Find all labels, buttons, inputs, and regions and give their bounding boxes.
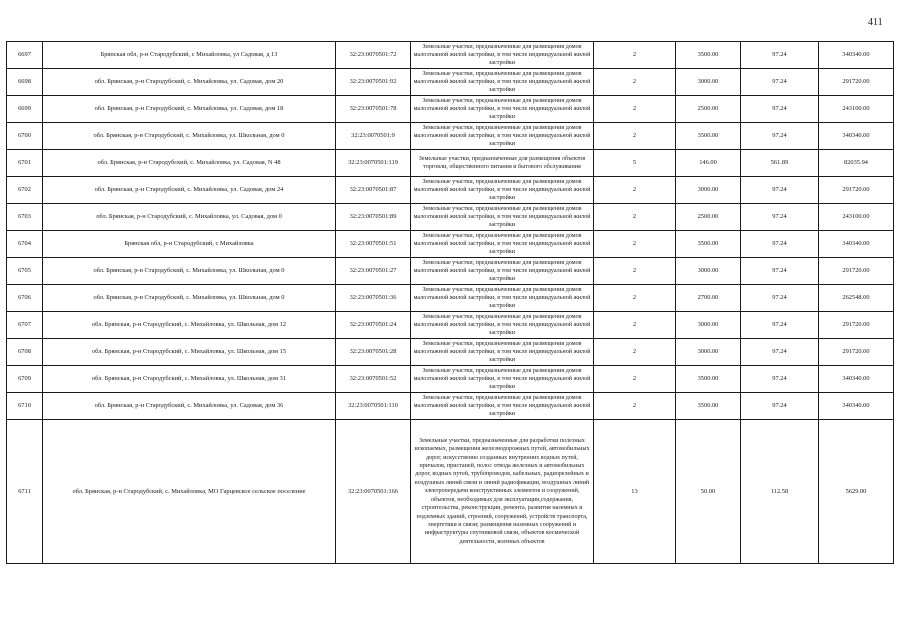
- area-cell: 2700.00: [676, 285, 741, 312]
- cadastral-number-cell: 32:23:0070501:28: [336, 339, 411, 366]
- use-group-cell: 2: [594, 177, 676, 204]
- specific-value-cell: 97.24: [741, 285, 819, 312]
- address-cell: обл. Брянская, р-н Стародубский, с. Михайловка, ул. Школьная, дом 15: [43, 339, 336, 366]
- cadastral-number-cell: 32:23:0070501:36: [336, 285, 411, 312]
- permitted-use-cell: Земельные участки, предназначенные для разработки полезных ископаемых, размещения железнодорожных путей, автомобильных дорог, искусственно созданных внутренних водных путей, причалов, пристаней, полос отвода железных и автомобильных дорог, водных путей, трубопроводов, кабельных, радиорелейных и воздушных линий связи и линий радиофикации, воздушных линий электропередачи конструктивных элементов и сооружений, объектов, необходимых для эксплуатации,содержания, строительства, реконструкции, ремонта, развития наземных и подземных зданий, строений, сооружений, устройств транспорта, энергетики и связи; размещения наземных сооружений и инфраструктуры спутниковой связи, объектов космической деятельности, военных объектов: [411, 420, 594, 564]
- use-group-cell: 2: [594, 285, 676, 312]
- area-cell: 146.00: [676, 150, 741, 177]
- specific-value-cell: 97.24: [741, 123, 819, 150]
- use-group-cell: 2: [594, 339, 676, 366]
- area-cell: 3500.00: [676, 393, 741, 420]
- address-cell: обл. Брянская, р-н Стародубский, с. Михайловка, ул. Садовая, дом 20: [43, 69, 336, 96]
- row-number-cell: 6705: [7, 258, 43, 285]
- permitted-use-cell: Земельные участки, предназначенные для размещения домов малоэтажной жилой застройки, в том числе индивидуальной жилой застройки: [411, 312, 594, 339]
- row-number-cell: 6708: [7, 339, 43, 366]
- address-cell: Брянская обл, р-н Стародубский, с Михайловка, ул Садовая, д 13: [43, 42, 336, 69]
- area-cell: 2500.00: [676, 204, 741, 231]
- area-cell: 3000.00: [676, 258, 741, 285]
- cadastral-valuation-table: [6, 41, 894, 564]
- use-group-cell: 13: [594, 420, 676, 564]
- table-row: [7, 69, 894, 96]
- cadastral-value-cell: 262548.00: [819, 285, 894, 312]
- cadastral-value-cell: 340340.00: [819, 231, 894, 258]
- address-cell: обл. Брянская, р-н Стародубский, с. Михайловка, ул. Школьная, дом 31: [43, 366, 336, 393]
- address-cell: обл. Брянская, р-н Стародубский, с. Михайловка, ул. Школьная, дом 12: [43, 312, 336, 339]
- row-number-cell: 6701: [7, 150, 43, 177]
- cadastral-number-cell: 32:23:0070501:87: [336, 177, 411, 204]
- table-row: [7, 123, 894, 150]
- use-group-cell: 2: [594, 96, 676, 123]
- row-number-cell: 6702: [7, 177, 43, 204]
- cadastral-value-cell: 340340.00: [819, 366, 894, 393]
- table-row: [7, 285, 894, 312]
- area-cell: 3500.00: [676, 123, 741, 150]
- row-number-cell: 6697: [7, 42, 43, 69]
- permitted-use-cell: Земельные участки, предназначенные для размещения домов малоэтажной жилой застройки, в том числе индивидуальной жилой застройки: [411, 177, 594, 204]
- table-row: [7, 42, 894, 69]
- row-number-cell: 6709: [7, 366, 43, 393]
- row-number-cell: 6707: [7, 312, 43, 339]
- address-cell: обл. Брянская, р-н Стародубский, с. Михайловка, ул. Школьная, дом 0: [43, 258, 336, 285]
- row-number-cell: 6699: [7, 96, 43, 123]
- area-cell: 3500.00: [676, 366, 741, 393]
- specific-value-cell: 97.24: [741, 312, 819, 339]
- cadastral-value-cell: 5629.00: [819, 420, 894, 564]
- cadastral-number-cell: 32:23:0070501:166: [336, 420, 411, 564]
- permitted-use-cell: Земельные участки, предназначенные для размещения домов малоэтажной жилой застройки, в том числе индивидуальной жилой застройки: [411, 285, 594, 312]
- row-number-cell: 6711: [7, 420, 43, 564]
- cadastral-number-cell: 32:23:0070501:78: [336, 96, 411, 123]
- table-row: [7, 420, 894, 564]
- use-group-cell: 2: [594, 366, 676, 393]
- specific-value-cell: 97.24: [741, 258, 819, 285]
- table-row: [7, 258, 894, 285]
- use-group-cell: 2: [594, 312, 676, 339]
- address-cell: обл. Брянская, р-н Стародубский, с. Михайловка, ул. Садовая, дом 36: [43, 393, 336, 420]
- cadastral-number-cell: 32:23:0070501:89: [336, 204, 411, 231]
- address-cell: обл. Брянская, р-н Стародубский, с. Михайловка, ул. Садовая, N 48: [43, 150, 336, 177]
- use-group-cell: 2: [594, 258, 676, 285]
- cadastral-number-cell: 32:23:0070501:27: [336, 258, 411, 285]
- cadastral-value-cell: 82035.94: [819, 150, 894, 177]
- address-cell: обл. Брянская, р-н Стародубский, с. Михайловка, ул. Садовая, дом 0: [43, 204, 336, 231]
- area-cell: 3500.00: [676, 231, 741, 258]
- area-cell: 50.00: [676, 420, 741, 564]
- specific-value-cell: 112.58: [741, 420, 819, 564]
- cadastral-number-cell: 32:23:0070501:92: [336, 69, 411, 96]
- area-cell: 3000.00: [676, 69, 741, 96]
- cadastral-number-cell: 32:23:0070501:52: [336, 366, 411, 393]
- row-number-cell: 6698: [7, 69, 43, 96]
- table-row: [7, 96, 894, 123]
- use-group-cell: 2: [594, 69, 676, 96]
- table-row: [7, 366, 894, 393]
- permitted-use-cell: Земельные участки, предназначенные для размещения домов малоэтажной жилой застройки, в том числе индивидуальной жилой застройки: [411, 96, 594, 123]
- permitted-use-cell: Земельные участки, предназначенные для размещения домов малоэтажной жилой застройки, в том числе индивидуальной жилой застройки: [411, 204, 594, 231]
- specific-value-cell: 97.24: [741, 339, 819, 366]
- address-cell: обл. Брянская, р-н Стародубский, с. Михайловка, ул. Школьная, дом 0: [43, 285, 336, 312]
- page-number: 411: [868, 17, 883, 28]
- table-row: [7, 393, 894, 420]
- use-group-cell: 2: [594, 42, 676, 69]
- cadastral-value-cell: 291720.00: [819, 339, 894, 366]
- cadastral-value-cell: 340340.00: [819, 393, 894, 420]
- permitted-use-cell: Земельные участки, предназначенные для размещения домов малоэтажной жилой застройки, в том числе индивидуальной жилой застройки: [411, 393, 594, 420]
- cadastral-value-cell: 340340.00: [819, 42, 894, 69]
- use-group-cell: 5: [594, 150, 676, 177]
- cadastral-number-cell: 32:23:0070501:119: [336, 150, 411, 177]
- specific-value-cell: 97.24: [741, 177, 819, 204]
- area-cell: 3000.00: [676, 339, 741, 366]
- address-cell: обл. Брянская, р-н Стародубский, с. Михайловка, ул. Школьная, дом 0: [43, 123, 336, 150]
- table-row: [7, 177, 894, 204]
- address-cell: обл. Брянская, р-н Стародубский, с. Михайловка, ул. Садовая, дом 18: [43, 96, 336, 123]
- permitted-use-cell: Земельные участки, предназначенные для размещения объектов торговли, общественного питания и бытового обслуживания: [411, 150, 594, 177]
- permitted-use-cell: Земельные участки, предназначенные для размещения домов малоэтажной жилой застройки, в том числе индивидуальной жилой застройки: [411, 366, 594, 393]
- row-number-cell: 6706: [7, 285, 43, 312]
- cadastral-number-cell: 32:23:0070501:72: [336, 42, 411, 69]
- permitted-use-cell: Земельные участки, предназначенные для размещения домов малоэтажной жилой застройки, в том числе индивидуальной жилой застройки: [411, 123, 594, 150]
- table-row: [7, 204, 894, 231]
- cadastral-value-cell: 340340.00: [819, 123, 894, 150]
- cadastral-number-cell: 32:23:0070501:24: [336, 312, 411, 339]
- row-number-cell: 6700: [7, 123, 43, 150]
- permitted-use-cell: Земельные участки, предназначенные для размещения домов малоэтажной жилой застройки, в том числе индивидуальной жилой застройки: [411, 231, 594, 258]
- cadastral-number-cell: 32:23:0070501:110: [336, 393, 411, 420]
- specific-value-cell: 97.24: [741, 366, 819, 393]
- cadastral-value-cell: 291720.00: [819, 312, 894, 339]
- cadastral-number-cell: 32:23:0070501:51: [336, 231, 411, 258]
- use-group-cell: 2: [594, 204, 676, 231]
- permitted-use-cell: Земельные участки, предназначенные для размещения домов малоэтажной жилой застройки, в том числе индивидуальной жилой застройки: [411, 42, 594, 69]
- table-row: [7, 339, 894, 366]
- table-row: [7, 312, 894, 339]
- table-row: [7, 150, 894, 177]
- cadastral-value-cell: 291720.00: [819, 69, 894, 96]
- cadastral-number-cell: 32:23:0070501:9: [336, 123, 411, 150]
- table-body: [7, 42, 894, 564]
- area-cell: 3000.00: [676, 312, 741, 339]
- use-group-cell: 2: [594, 393, 676, 420]
- row-number-cell: 6710: [7, 393, 43, 420]
- cadastral-value-cell: 243100.00: [819, 96, 894, 123]
- use-group-cell: 2: [594, 231, 676, 258]
- specific-value-cell: 561.89: [741, 150, 819, 177]
- permitted-use-cell: Земельные участки, предназначенные для размещения домов малоэтажной жилой застройки, в том числе индивидуальной жилой застройки: [411, 339, 594, 366]
- cadastral-value-cell: 291720.00: [819, 177, 894, 204]
- use-group-cell: 2: [594, 123, 676, 150]
- address-cell: Брянская обл, р-н Стародубский, с Михайловка: [43, 231, 336, 258]
- area-cell: 2500.00: [676, 96, 741, 123]
- specific-value-cell: 97.24: [741, 69, 819, 96]
- table-row: [7, 231, 894, 258]
- specific-value-cell: 97.24: [741, 393, 819, 420]
- specific-value-cell: 97.24: [741, 231, 819, 258]
- address-cell: обл. Брянская, р-н Стародубский, с. Михайловка, ул. Садовая, дом 24: [43, 177, 336, 204]
- area-cell: 3500.00: [676, 42, 741, 69]
- row-number-cell: 6703: [7, 204, 43, 231]
- specific-value-cell: 97.24: [741, 96, 819, 123]
- cadastral-value-cell: 291720.00: [819, 258, 894, 285]
- permitted-use-cell: Земельные участки, предназначенные для размещения домов малоэтажной жилой застройки, в том числе индивидуальной жилой застройки: [411, 258, 594, 285]
- permitted-use-cell: Земельные участки, предназначенные для размещения домов малоэтажной жилой застройки, в том числе индивидуальной жилой застройки: [411, 69, 594, 96]
- area-cell: 3000.00: [676, 177, 741, 204]
- specific-value-cell: 97.24: [741, 42, 819, 69]
- cadastral-value-cell: 243100.00: [819, 204, 894, 231]
- specific-value-cell: 97.24: [741, 204, 819, 231]
- address-cell: обл. Брянская, р-н Стародубский, с. Михайловка, МО Гарцевское сельское поселение: [43, 420, 336, 564]
- row-number-cell: 6704: [7, 231, 43, 258]
